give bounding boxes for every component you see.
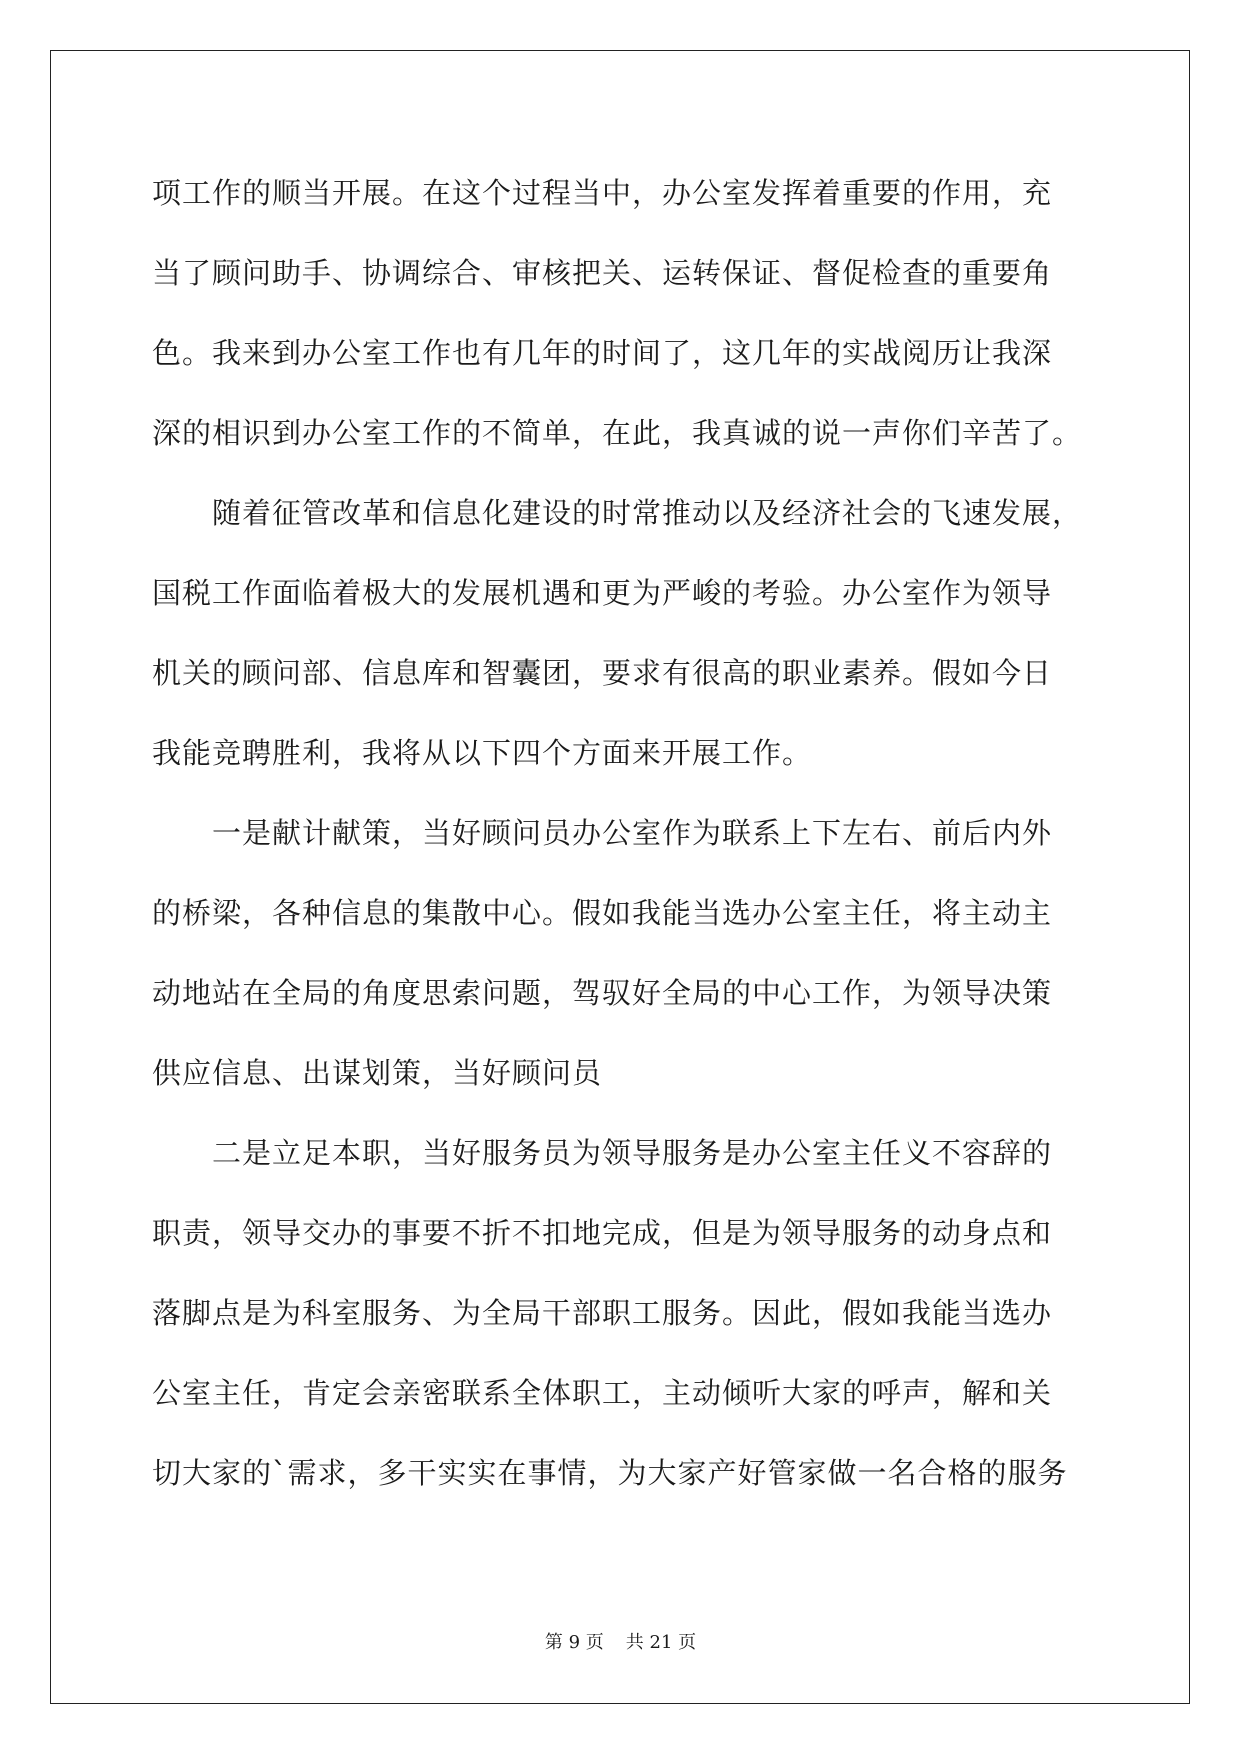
text-line: 国税工作面临着极大的发展机遇和更为严峻的考验。办公室作为领导 <box>152 576 1053 610</box>
text-line: 深的相识到办公室工作的不简单，在此，我真诚的说一声你们辛苦了。 <box>152 416 1083 450</box>
text-line: 职责，领导交办的事要不折不扣地完成，但是为领导服务的动身点和 <box>152 1216 1053 1250</box>
text-line: 供应信息、出谋划策，当好顾问员 <box>152 1056 603 1090</box>
text-line: 我能竞聘胜利，我将从以下四个方面来开展工作。 <box>152 736 813 770</box>
text-line: 动地站在全局的角度思索问题，驾驭好全局的中心工作，为领导决策 <box>152 976 1053 1010</box>
text-line: 当了顾问助手、协调综合、审核把关、运转保证、督促检查的重要角 <box>152 256 1053 290</box>
document-body <box>152 166 1102 1526</box>
paragraph-start-line: 二是立足本职，当好服务员为领导服务是办公室主任义不容辞的 <box>212 1136 1053 1170</box>
text-line: 项工作的顺当开展。在这个过程当中，办公室发挥着重要的作用，充 <box>152 176 1053 210</box>
text-line: 的桥梁，各种信息的集散中心。假如我能当选办公室主任，将主动主 <box>152 896 1053 930</box>
text-line: 机关的顾问部、信息库和智囊团，要求有很高的职业素养。假如今日 <box>152 656 1053 690</box>
page-total: 共 21 页 <box>625 1632 697 1653</box>
text-line: 色。我来到办公室工作也有几年的时间了，这几年的实战阅历让我深 <box>152 336 1053 370</box>
paragraph-start-line: 一是献计献策，当好顾问员办公室作为联系上下左右、前后内外 <box>212 816 1053 850</box>
text-line: 切大家的`需求，多干实实在事情，为大家产好管家做一名合格的服务 <box>152 1456 1068 1490</box>
paragraph-start-line: 随着征管改革和信息化建设的时常推动以及经济社会的飞速发展， <box>212 496 1083 530</box>
page-number: 第 9 页 <box>544 1632 604 1653</box>
page-footer <box>0 1628 1241 1654</box>
text-line: 公室主任，肯定会亲密联系全体职工，主动倾听大家的呼声，解和关 <box>152 1376 1053 1410</box>
text-line: 落脚点是为科室服务、为全局干部职工服务。因此，假如我能当选办 <box>152 1296 1053 1330</box>
